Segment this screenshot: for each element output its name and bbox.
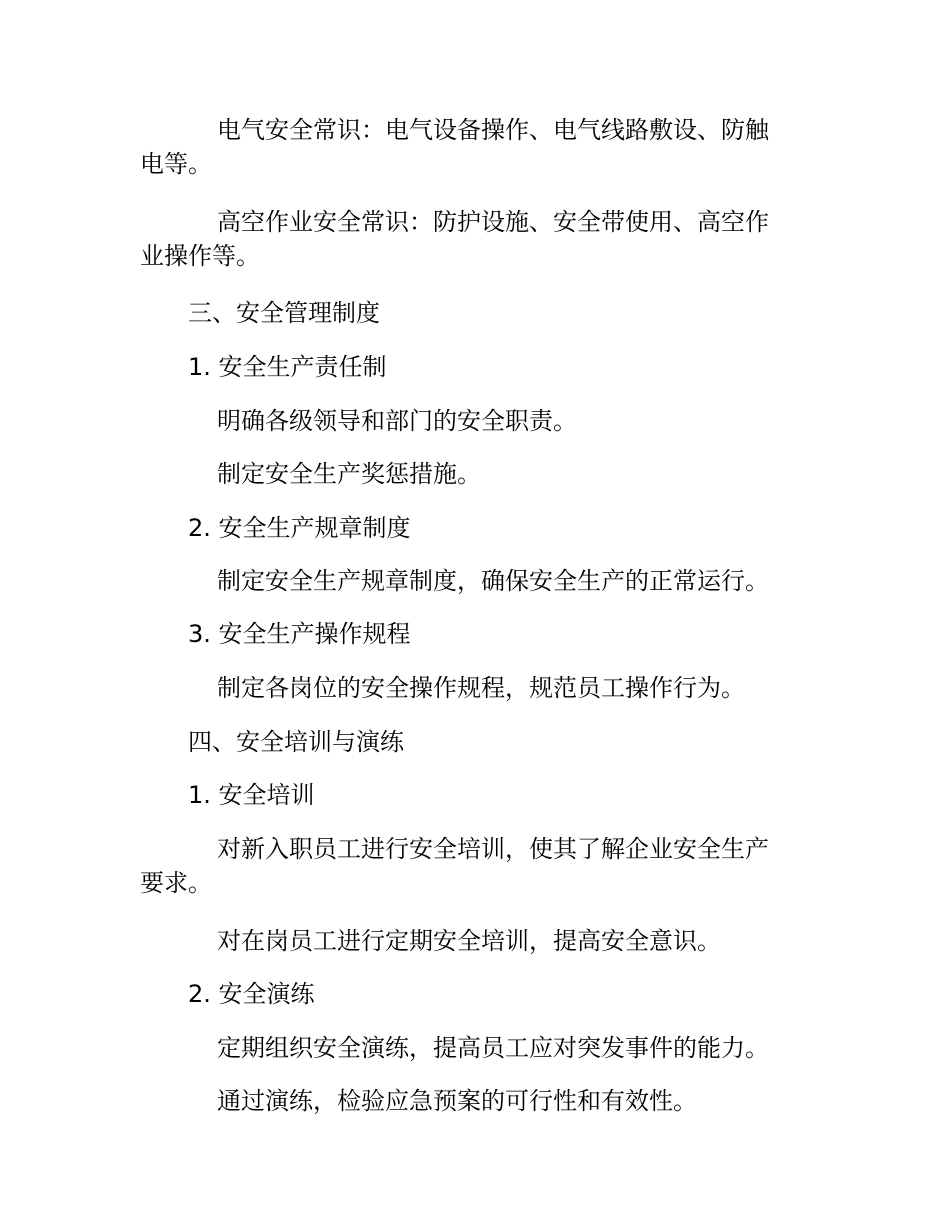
paragraph-new-employee-training (140, 832, 789, 900)
section-heading-3: 三、安全管理制度 (188, 299, 380, 327)
subsection-heading-3-2: 2. 安全生产规章制度 (188, 514, 411, 542)
paragraph: 制定安全生产规章制度，确保安全生产的正常运行。 (217, 567, 769, 595)
subsection-heading-3-3: 3. 安全生产操作规程 (188, 620, 411, 648)
subsection-heading-4-1: 1. 安全培训 (188, 781, 315, 809)
paragraph-height-work-safety (140, 205, 789, 273)
subsection-heading-4-2: 2. 安全演练 (188, 980, 315, 1008)
paragraph-electrical-safety (140, 113, 789, 181)
paragraph-text: 对新入职员工进行安全培训，使其了解企业安全生产 (217, 835, 769, 863)
paragraph: 对在岗员工进行定期安全培训，提高安全意识。 (217, 927, 721, 955)
paragraph: 明确各级领导和部门的安全职责。 (217, 407, 577, 435)
paragraph: 定期组织安全演练，提高员工应对突发事件的能力。 (217, 1034, 769, 1062)
paragraph: 制定安全生产奖惩措施。 (217, 460, 481, 488)
paragraph-text-continued: 要求。 (140, 869, 212, 897)
paragraph: 制定各岗位的安全操作规程，规范员工操作行为。 (217, 674, 745, 702)
paragraph-text-continued: 电等。 (140, 150, 212, 178)
paragraph-text: 高空作业安全常识：防护设施、安全带使用、高空作 (217, 208, 769, 236)
subsection-heading-3-1: 1. 安全生产责任制 (188, 353, 387, 381)
paragraph: 通过演练，检验应急预案的可行性和有效性。 (217, 1087, 697, 1115)
section-heading-4: 四、安全培训与演练 (188, 728, 404, 756)
paragraph-text: 电气安全常识：电气设备操作、电气线路敷设、防触 (217, 116, 769, 144)
paragraph-text-continued: 业操作等。 (140, 242, 260, 270)
